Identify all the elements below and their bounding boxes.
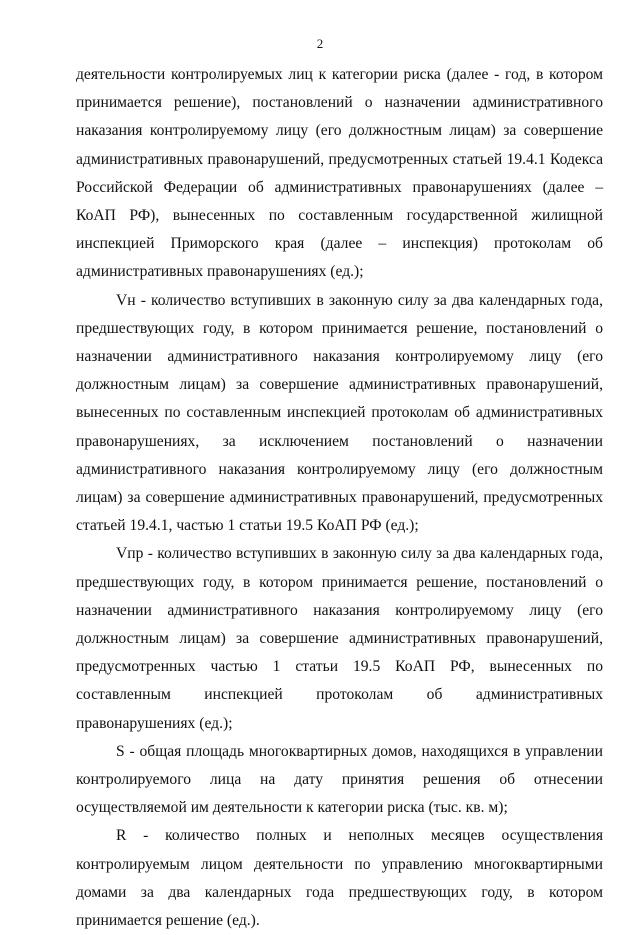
paragraph-vpr-definition: Vпр - количество вступивших в законную силу за два календарных года, предшествующих году, в котором принимается решение, постановлений о назначении административного наказания контролируемому лицу (его должностным лицам) за совершение административных правонарушений, предусмотренных частью 1 статьи 19.5 КоАП РФ, вынесенных по составленным инспекцией протоколам об административных правонарушениях (ед.); bbox=[76, 545, 603, 732]
paragraph-s-definition: S - общая площадь многоквартирных домов, находящихся в управлении контролируемого лица на дату принятия решения об отнесении осуществляемой им деятельности к категории риска (тыс. кв. м); bbox=[76, 742, 603, 817]
page-number: 2 bbox=[316, 36, 324, 51]
document-body bbox=[76, 61, 603, 935]
paragraph-continuation: деятельности контролируемых лиц к категории риска (далее - год, в котором принимается решение), постановлений о назначении административного наказания контролируемому лицу (его должностным лицам) за совершение административных правонарушений, предусмотренных статьей 19.4.1 Кодекса Российской Федерации об административных правонарушениях (далее – КоАП РФ), вынесенных по составленным государственной жилищной инспекцией Приморского края (далее – инспекция) протоколам об административных правонарушениях (ед.); bbox=[76, 66, 603, 281]
paragraph-vn-definition: Vн - количество вступивших в законную силу за два календарных года, предшествующих году, в котором принимается решение, постановлений о назначении административного наказания контролируемому лицу (его должностным лицам) за совершение административных правонарушений, вынесенных по составленным инспекцией протоколам об административных правонарушениях, за исключением постановлений о назначении административного наказания контролируемому лицу (его должностным лицам) за совершение административных правонарушений, предусмотренных статьей 19.4.1, частью 1 статьи 19.5 КоАП РФ (ед.); bbox=[76, 291, 603, 535]
paragraph-r-definition: R - количество полных и неполных месяцев осуществления контролируемым лицом деятельности по управлению многоквартирными домами за два календарных года предшествующих году, в котором принимается решение (ед.). bbox=[76, 827, 603, 930]
